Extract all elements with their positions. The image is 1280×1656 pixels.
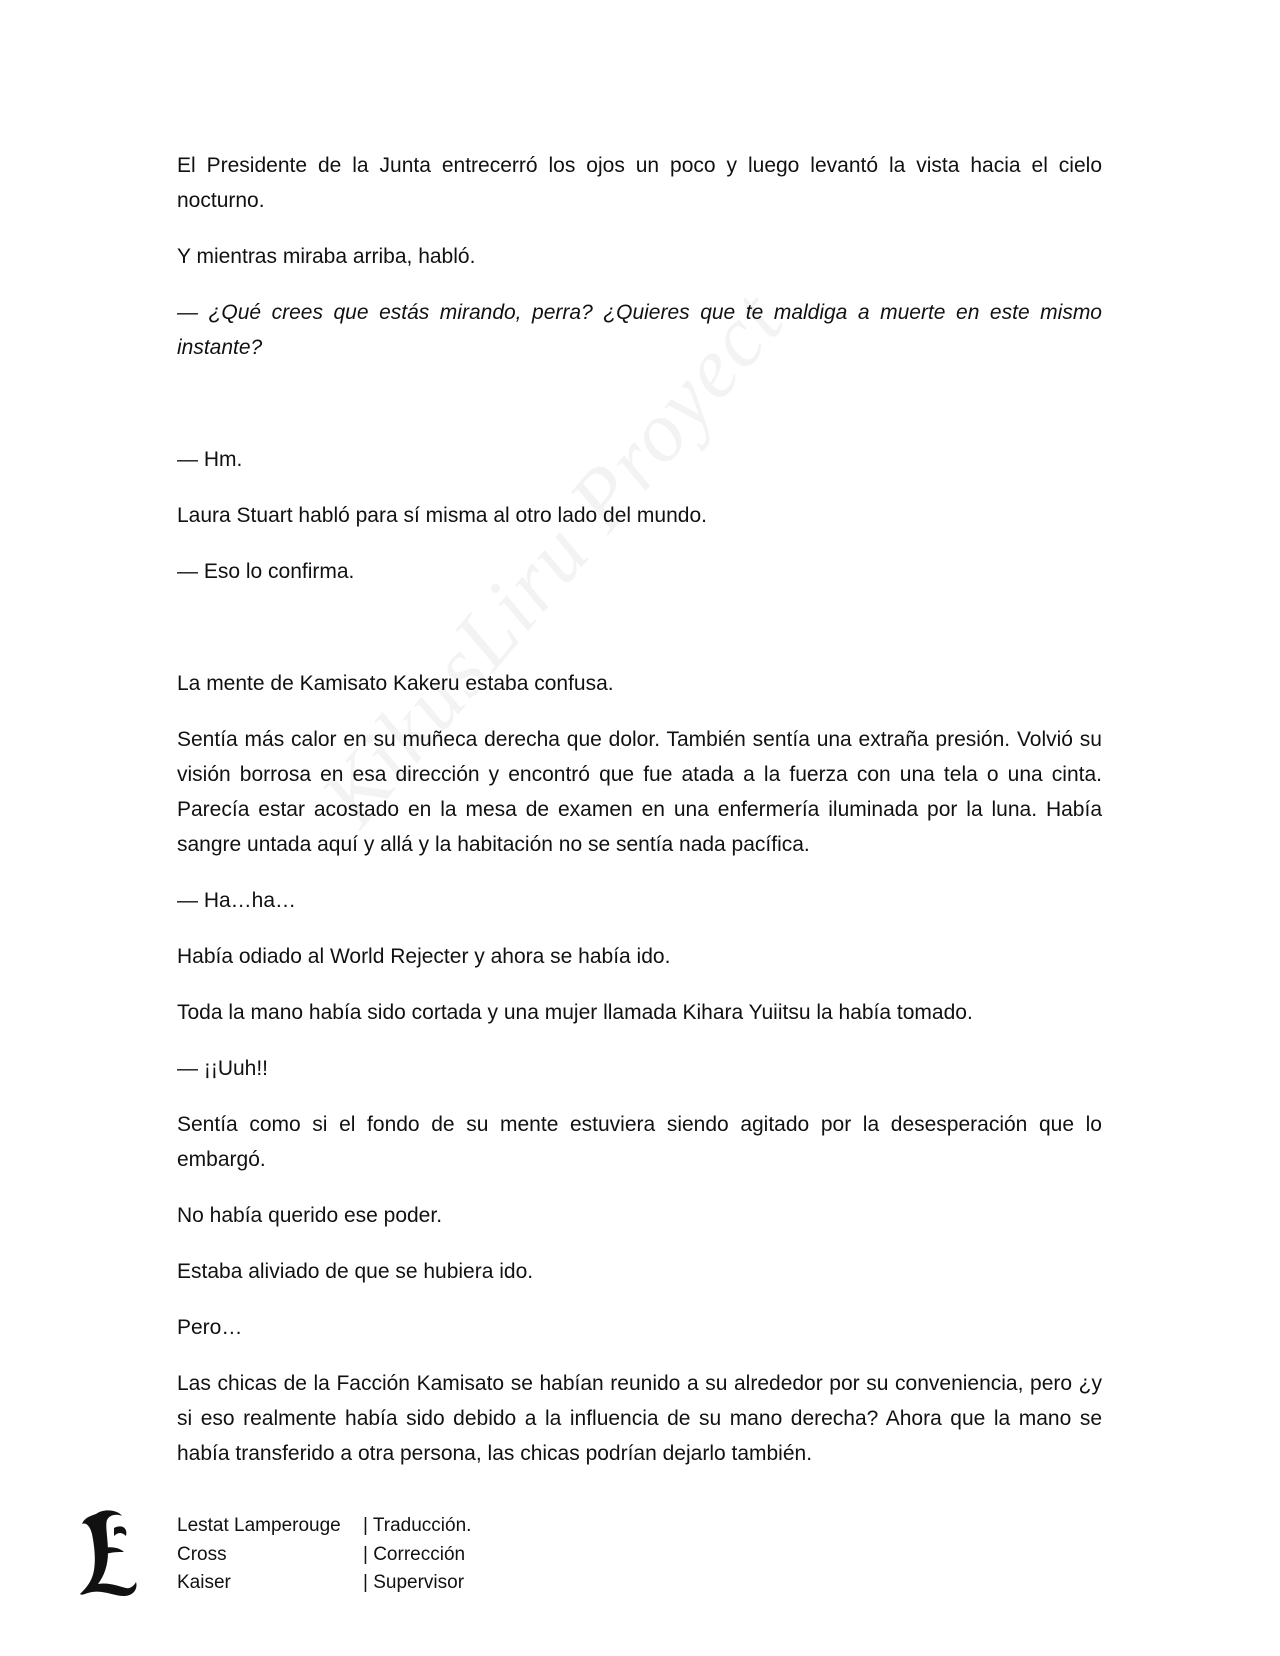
paragraph: La mente de Kamisato Kakeru estaba confusa. bbox=[177, 672, 614, 695]
paragraph: Había odiado al World Rejecter y ahora se había ido. bbox=[177, 945, 671, 968]
paragraph: Sentía como si el fondo de su mente estuviera siendo agitado por la desesperación que lo embargó. bbox=[177, 1113, 1102, 1171]
paragraph: El Presidente de la Junta entrecerró los ojos un poco y luego levantó la vista hacia el cielo nocturno. bbox=[177, 154, 1102, 212]
paragraph: Sentía más calor en su muñeca derecha que dolor. También sentía una extraña presión. Volvió su visión borrosa en esa dirección y encontró que fue atada a la fuerza con una tela o una cinta. Parecía estar acostado en la mesa de examen en una enfermería iluminada por la luna. Había sangre untada aquí y allá y la habitación no se sentía nada pacífica. bbox=[177, 728, 1102, 856]
paragraph-group-1 bbox=[177, 148, 1102, 365]
paragraph-group-2 bbox=[177, 442, 1102, 589]
paragraph: Y mientras miraba arriba, habló. bbox=[177, 245, 476, 268]
document-body bbox=[177, 148, 1102, 1492]
section-break bbox=[177, 610, 1102, 666]
section-break bbox=[177, 386, 1102, 442]
paragraph: — Eso lo confirma. bbox=[177, 560, 355, 583]
credit-name: Cross bbox=[177, 1543, 227, 1565]
paragraph-group-3 bbox=[177, 666, 1102, 1471]
paragraph: — Ha…ha… bbox=[177, 889, 297, 912]
credit-name: Kaiser bbox=[177, 1572, 231, 1593]
paragraph-italic: — ¿Qué crees que estás mirando, perra? ¿Quieres que te maldiga a muerte en este mismo instante? bbox=[177, 301, 1102, 359]
paragraph: — Hm. bbox=[177, 448, 243, 471]
gothic-letter-l-logo-icon bbox=[78, 1508, 140, 1598]
credit-row bbox=[177, 1541, 471, 1570]
paragraph: Pero… bbox=[177, 1316, 243, 1339]
paragraph: No había querido ese poder. bbox=[177, 1204, 443, 1227]
paragraph: Toda la mano había sido cortada y una mujer llamada Kihara Yuiitsu la había tomado. bbox=[177, 1001, 973, 1024]
paragraph: Laura Stuart habló para sí misma al otro lado del mundo. bbox=[177, 504, 707, 527]
credit-role: | Supervisor bbox=[363, 1572, 465, 1593]
credit-role: | Corrección bbox=[363, 1543, 466, 1565]
paragraph: — ¡¡Uuh!! bbox=[177, 1057, 269, 1080]
credit-role: | Traducción. bbox=[363, 1515, 472, 1536]
paragraph: Estaba aliviado de que se hubiera ido. bbox=[177, 1260, 534, 1283]
paragraph: Las chicas de la Facción Kamisato se habían reunido a su alrededor por su conveniencia, pero ¿y si eso realmente había sido debido a la influencia de su mano derecha? Ahora que la mano se había transferido a otra persona, las chicas podrían dejarlo también. bbox=[177, 1372, 1102, 1465]
credit-row bbox=[177, 1569, 471, 1598]
credit-row bbox=[177, 1512, 471, 1541]
credits bbox=[177, 1512, 471, 1598]
credit-name: Lestat Lamperouge bbox=[177, 1515, 341, 1536]
